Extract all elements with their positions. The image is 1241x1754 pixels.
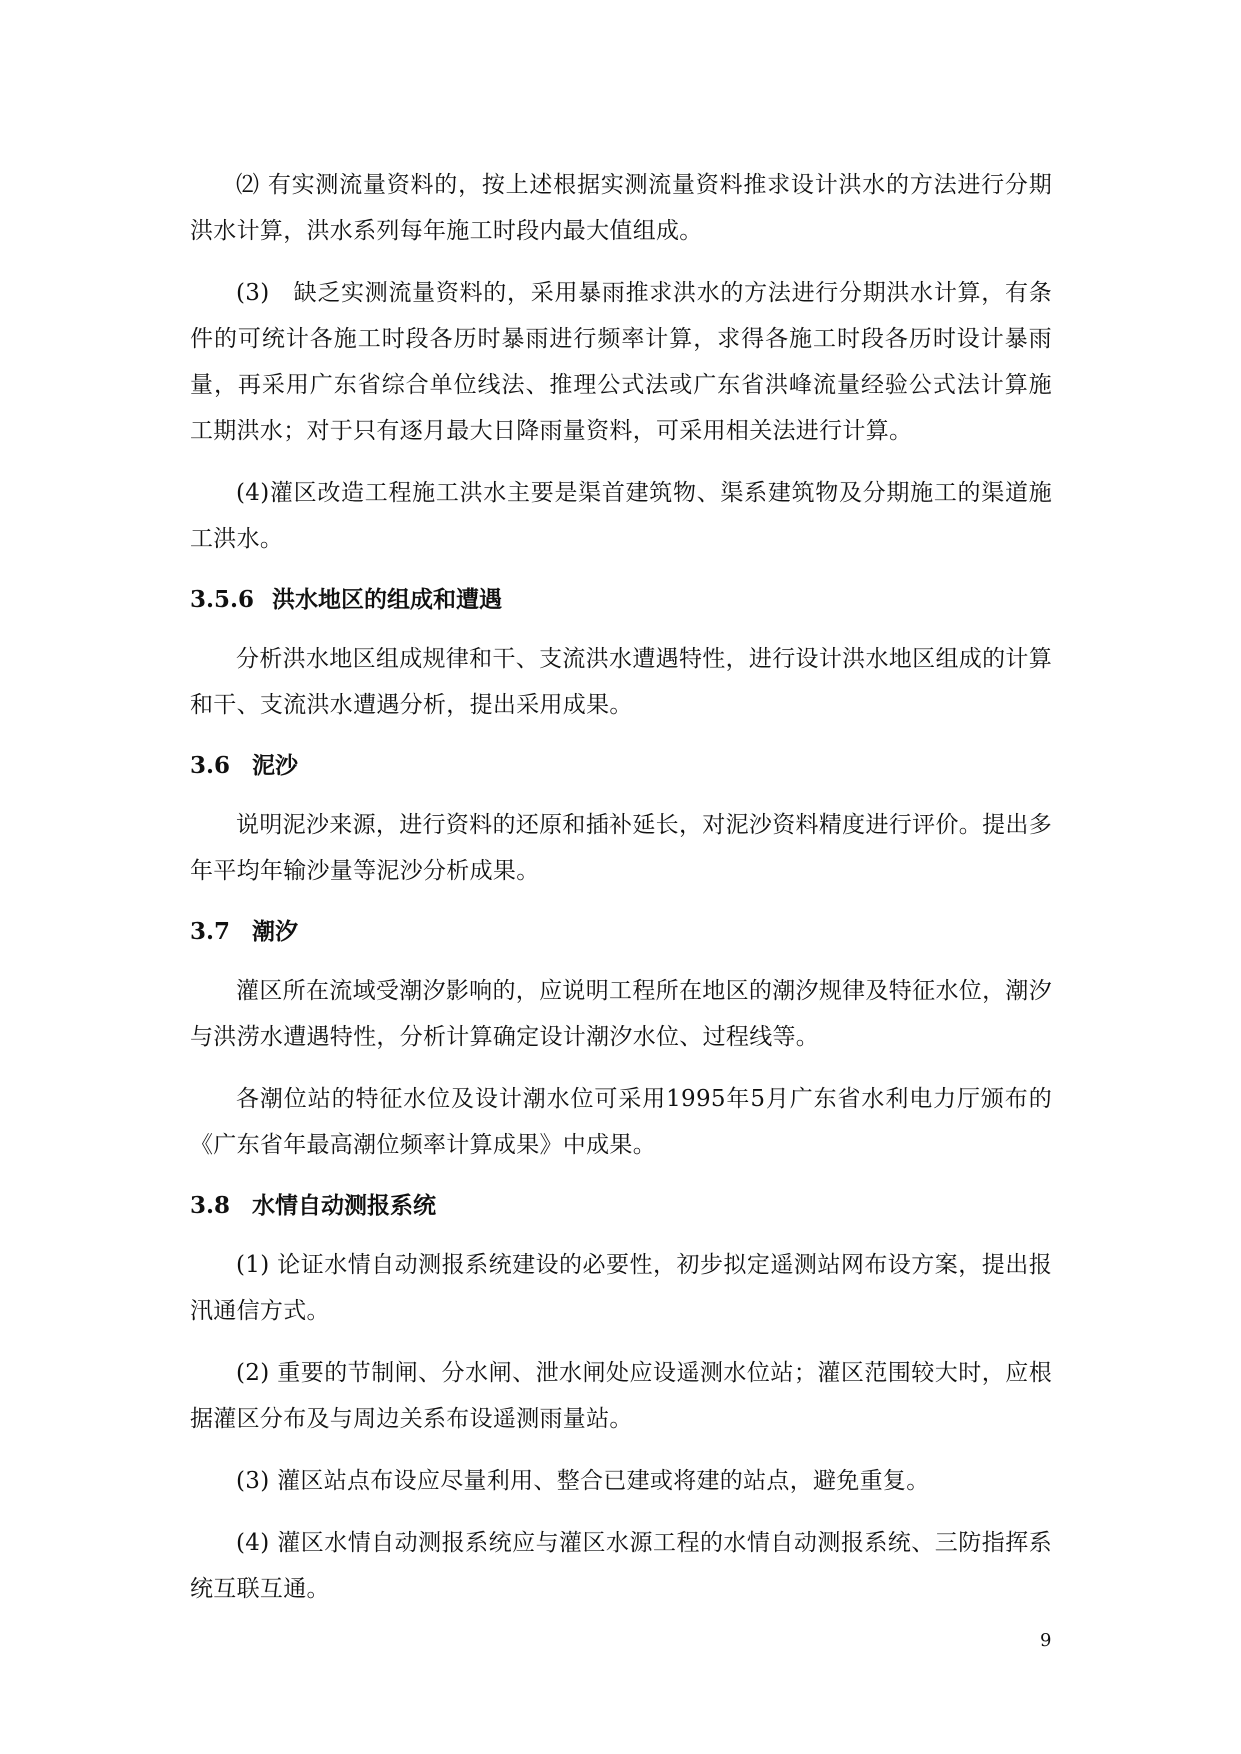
paragraph-3: (3) 缺乏实测流量资料的，采用暴雨推求洪水的方法进行分期洪水计算，有条件的可统计各施工时段各历时暴雨进行频率计算，求得各施工时段各历时设计暴雨量，再采用广东省综合单位线法、推理公式法或广东省洪峰流量经验公式法计算施工期洪水；对于只有逐月最大日降雨量资料，可采用相关法进行计算。 <box>190 280 1052 444</box>
section-title: 洪水地区的组成和遭遇 <box>272 586 503 613</box>
section-heading-3-6 <box>190 744 1052 788</box>
section-title: 潮汐 <box>252 918 299 945</box>
section-title: 水情自动测报系统 <box>252 1192 437 1219</box>
section-title: 泥沙 <box>252 752 299 779</box>
section-3-6-body: 说明泥沙来源，进行资料的还原和插补延长，对泥沙资料精度进行评价。提出多年平均年输沙量等泥沙分析成果。 <box>190 812 1052 884</box>
section-heading-3-7 <box>190 910 1052 954</box>
section-3-8-item-3: (3) 灌区站点布设应尽量利用、整合已建或将建的站点，避免重复。 <box>236 1468 930 1494</box>
section-3-8-item-4: (4) 灌区水情自动测报系统应与灌区水源工程的水情自动测报系统、三防指挥系统互联互通。 <box>190 1530 1052 1602</box>
section-3-7-body-1: 灌区所在流域受潮汐影响的，应说明工程所在地区的潮汐规律及特征水位，潮汐与洪涝水遭遇特性，分析计算确定设计潮汐水位、过程线等。 <box>190 978 1052 1050</box>
section-3-8-item-1: (1) 论证水情自动测报系统建设的必要性，初步拟定遥测站网布设方案，提出报汛通信方式。 <box>190 1252 1052 1324</box>
section-3-5-6-body: 分析洪水地区组成规律和干、支流洪水遭遇特性，进行设计洪水地区组成的计算和干、支流洪水遭遇分析，提出采用成果。 <box>190 646 1052 718</box>
section-number: 3.5.6 <box>190 586 255 613</box>
section-number: 3.8 <box>190 1192 231 1219</box>
section-number: 3.6 <box>190 752 231 779</box>
paragraph-2: ⑵ 有实测流量资料的，按上述根据实测流量资料推求设计洪水的方法进行分期洪水计算，洪水系列每年施工时段内最大值组成。 <box>190 172 1052 244</box>
section-3-8-item-2: (2) 重要的节制闸、分水闸、泄水闸处应设遥测水位站；灌区范围较大时，应根据灌区分布及与周边关系布设遥测雨量站。 <box>190 1360 1052 1432</box>
section-heading-3-5-6 <box>190 578 1052 622</box>
page-number: 9 <box>1040 1630 1052 1651</box>
section-3-7-body-2: 各潮位站的特征水位及设计潮水位可采用1995年5月广东省水利电力厅颁布的《广东省年最高潮位频率计算成果》中成果。 <box>190 1086 1052 1158</box>
section-heading-3-8 <box>190 1184 1052 1228</box>
paragraph-4: (4)灌区改造工程施工洪水主要是渠首建筑物、渠系建筑物及分期施工的渠道施工洪水。 <box>190 480 1052 552</box>
section-number: 3.7 <box>190 918 231 945</box>
page-content <box>190 162 1052 1628</box>
